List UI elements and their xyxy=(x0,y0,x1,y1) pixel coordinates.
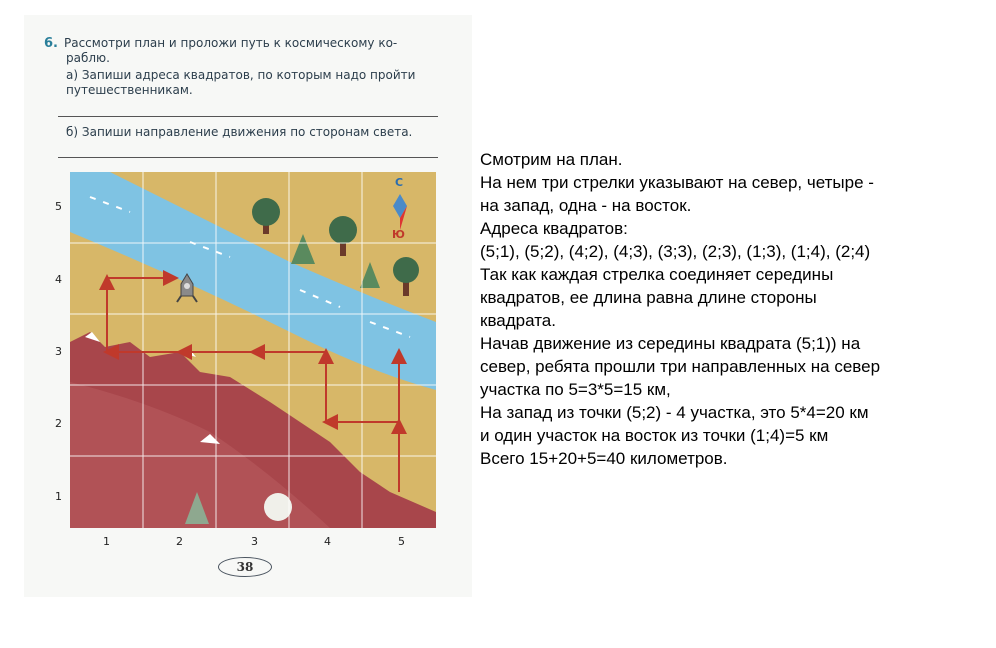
answer-line: На нем три стрелки указывают на север, четыре - xyxy=(480,173,874,192)
answer-line: Так как каждая стрелка соединяет середины xyxy=(480,265,834,284)
answer-line: квадратов, ее длина равна длине стороны xyxy=(480,288,817,307)
compass-south-label: Ю xyxy=(392,228,405,241)
task-line-1: Рассмотри план и проложи путь к космическому ко- xyxy=(63,36,398,50)
x-label-3: 3 xyxy=(251,535,258,548)
answer-line: Всего 15+20+5=40 километров. xyxy=(480,449,728,468)
task-part-a-line-2: путешественникам. xyxy=(66,83,193,97)
task-statement xyxy=(44,36,444,51)
y-label-5: 5 xyxy=(55,200,62,213)
answer-line-a xyxy=(58,116,438,117)
answer-line: На запад из точки (5;2) - 4 участка, это 5*4=20 км xyxy=(480,403,869,422)
answer-line: Начав движение из середины квадрата (5;1)) на xyxy=(480,334,861,353)
task-line-2: раблю. xyxy=(66,51,110,65)
y-label-1: 1 xyxy=(55,490,62,503)
x-label-4: 4 xyxy=(324,535,331,548)
y-label-3: 3 xyxy=(55,345,62,358)
answer-text xyxy=(480,148,980,470)
task-number: 6. xyxy=(44,36,58,51)
route-map xyxy=(70,172,436,528)
page-number: 38 xyxy=(218,557,272,577)
answer-line: (5;1), (5;2), (4;2), (4;3), (3;3), (2;3), (1;3), (1;4), (2;4) xyxy=(480,242,871,261)
task-part-a-line-1: а) Запиши адреса квадратов, по которым надо пройти xyxy=(66,68,416,82)
answer-line-b xyxy=(58,157,438,158)
answer-line: участка по 5=3*5=15 км, xyxy=(480,380,671,399)
x-label-1: 1 xyxy=(103,535,110,548)
x-label-5: 5 xyxy=(398,535,405,548)
y-label-2: 2 xyxy=(55,417,62,430)
answer-line: Адреса квадратов: xyxy=(480,219,628,238)
x-label-2: 2 xyxy=(176,535,183,548)
answer-line: квадрата. xyxy=(480,311,556,330)
y-label-4: 4 xyxy=(55,273,62,286)
answer-line: север, ребята прошли три направленных на север xyxy=(480,357,881,376)
answer-line: Смотрим на план. xyxy=(480,150,623,169)
compass-north-label: С xyxy=(395,176,404,189)
answer-line: на запад, одна - на восток. xyxy=(480,196,692,215)
answer-line: и один участок на восток из точки (1;4)=5 км xyxy=(480,426,829,445)
task-part-b: б) Запиши направление движения по сторонам света. xyxy=(66,125,413,139)
